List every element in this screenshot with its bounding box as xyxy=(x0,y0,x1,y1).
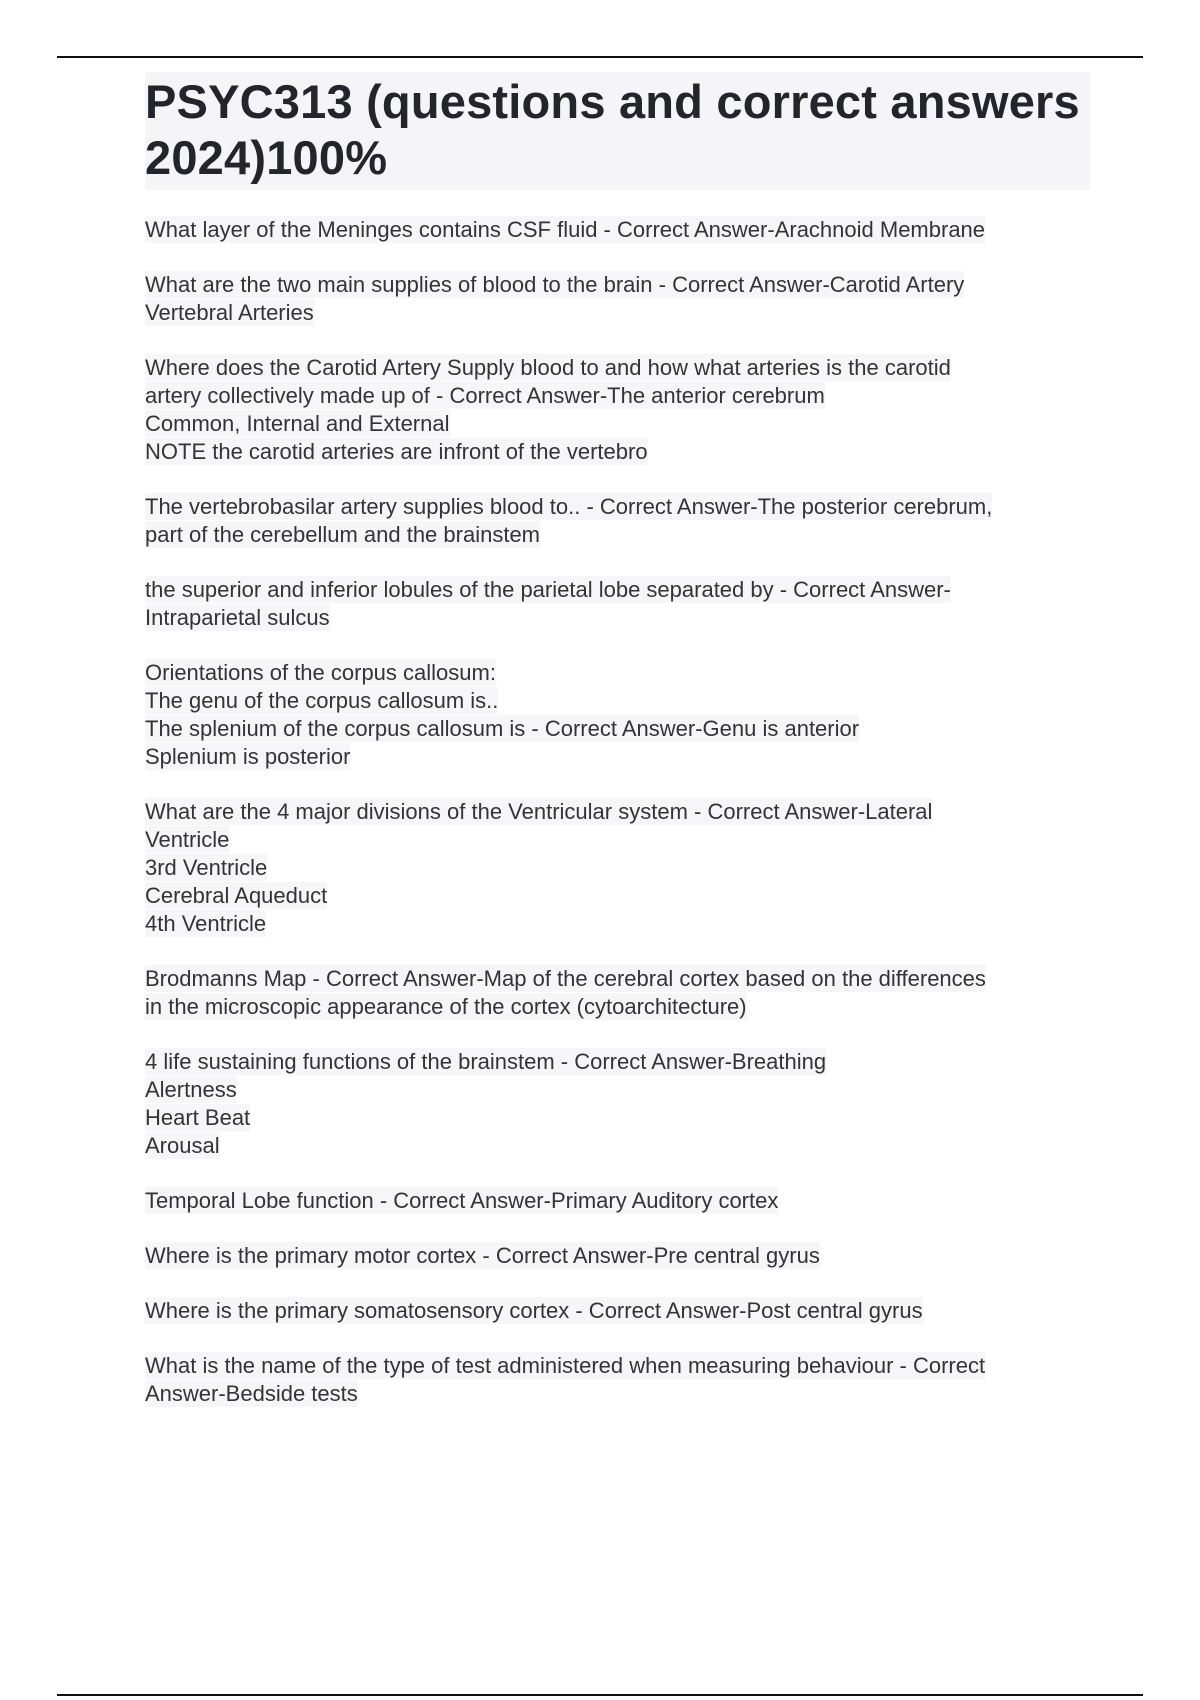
page-title: PSYC313 (questions and correct answers 2024)100% xyxy=(145,75,1080,184)
document-body xyxy=(145,72,1090,1435)
qa-text: Orientations of the corpus callosum: The genu of the corpus callosum is.. The splenium of the corpus callosum is - Correct Answer-Genu is anterior Splenium is posterior xyxy=(145,660,860,769)
qa-text: 4 life sustaining functions of the brainstem - Correct Answer-Breathing Alertness Heart Beat Arousal xyxy=(145,1049,827,1158)
qa-item xyxy=(145,576,1090,632)
qa-item xyxy=(145,965,1090,1021)
qa-item xyxy=(145,216,1090,244)
qa-item xyxy=(145,798,1090,938)
qa-text: the superior and inferior lobules of the parietal lobe separated by - Correct Answer- Intraparietal sulcus xyxy=(145,577,951,630)
qa-item xyxy=(145,659,1090,771)
qa-item xyxy=(145,1048,1090,1160)
qa-item xyxy=(145,1297,1090,1325)
title-block xyxy=(145,72,1090,190)
qa-item xyxy=(145,271,1090,327)
qa-text: Where does the Carotid Artery Supply blood to and how what arteries is the carotid artery collectively made up of - Correct Answer-The anterior cerebrum Common, Internal and External NOTE the carotid arteries are infront of the vertebro xyxy=(145,355,951,464)
qa-text: Where is the primary motor cortex - Correct Answer-Pre central gyrus xyxy=(145,1243,820,1268)
qa-text: What layer of the Meninges contains CSF fluid - Correct Answer-Arachnoid Membrane xyxy=(145,217,986,242)
qa-text: What are the two main supplies of blood to the brain - Correct Answer-Carotid Artery Vertebral Arteries xyxy=(145,272,965,325)
qa-text: Brodmanns Map - Correct Answer-Map of the cerebral cortex based on the differences in the microscopic appearance of the cortex (cytoarchitecture) xyxy=(145,966,986,1019)
qa-item xyxy=(145,354,1090,466)
qa-item xyxy=(145,1242,1090,1270)
qa-text: What are the 4 major divisions of the Ventricular system - Correct Answer-Lateral Ventricle 3rd Ventricle Cerebral Aqueduct 4th Ventricle xyxy=(145,799,933,936)
qa-item xyxy=(145,1187,1090,1215)
top-divider xyxy=(57,56,1143,58)
qa-text: Temporal Lobe function - Correct Answer-Primary Auditory cortex xyxy=(145,1188,779,1213)
qa-text: Where is the primary somatosensory cortex - Correct Answer-Post central gyrus xyxy=(145,1298,923,1323)
qa-item xyxy=(145,493,1090,549)
qa-text: What is the name of the type of test administered when measuring behaviour - Correct Answer-Bedside tests xyxy=(145,1353,986,1406)
qa-item xyxy=(145,1352,1090,1408)
bottom-divider xyxy=(57,1694,1143,1696)
qa-text: The vertebrobasilar artery supplies blood to.. - Correct Answer-The posterior cerebrum, part of the cerebellum and the brainstem xyxy=(145,494,993,547)
